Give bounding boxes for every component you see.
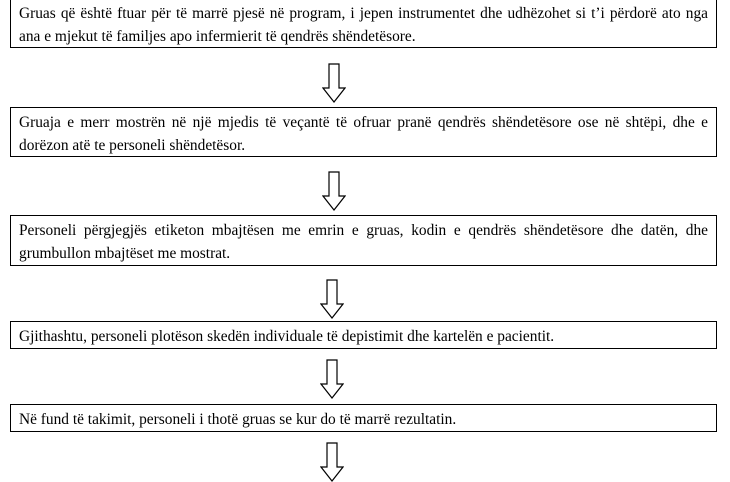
step-text-2: Gruaja e merr mostrën në një mjedis të veçantë të ofruar pranë qendrës shëndetësore ose në shtëpi, dhe e dorëzon atë te personeli shëndetësor. [19, 114, 708, 154]
down-arrow-icon [320, 279, 344, 319]
step-box-2 [10, 107, 717, 157]
step-text-3: Personeli përgjegjës etiketon mbajtësen me emrin e gruas, kodin e qendrës shëndetësore dhe datën, dhe grumbullon mbajtëset me mostrat. [19, 222, 708, 262]
step-text-4: Gjithashtu, personeli plotëson skedën individuale të depistimit dhe kartelën e pacientit. [19, 328, 555, 345]
down-arrow-icon [322, 171, 346, 211]
step-box-5 [10, 404, 717, 432]
step-text-1: Gruas që është ftuar për të marrë pjesë në program, i jepen instrumentet dhe udhëzohet si t’i përdorë ato nga ana e mjekut të familjes apo infermierit të qendrës shëndetësore. [19, 5, 708, 45]
step-box-1 [10, 0, 717, 48]
down-arrow-icon [320, 359, 344, 399]
down-arrow-icon [320, 442, 344, 482]
step-box-4 [10, 321, 717, 349]
step-box-3 [10, 215, 717, 266]
down-arrow-icon [322, 63, 346, 103]
step-text-5: Në fund të takimit, personeli i thotë gruas se kur do të marrë rezultatin. [19, 411, 457, 428]
